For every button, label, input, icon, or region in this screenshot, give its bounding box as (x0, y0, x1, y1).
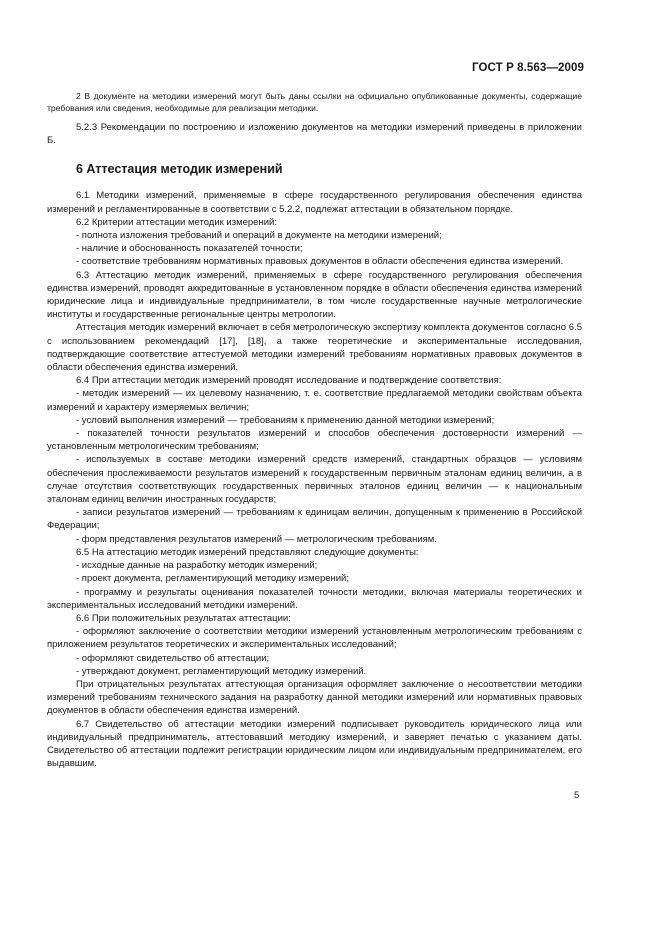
list-item: - оформляют заключение о соответствии методики измерений установленным метрологическим требованиям с приложением результатов теоретических и экспериментальных исследований; (47, 626, 582, 651)
section-title: 6 Аттестация методик измерений (76, 162, 283, 177)
paragraph-6-7: 6.7 Свидетельство об аттестации методики измерений подписывает руководитель юридического лица или индивидуальный предприниматель, аттестовавший методику измерений, и заверяет печатью с указанием даты. Свидетельство об аттестации подлежит регистрации юридическим лицом или индивидуальным предпринимателем, его выдавшим. (47, 718, 582, 770)
paragraph-negative-results: При отрицательных результатах аттестующая организация оформляет заключение о несоответствии методики измерений требованиям технического задания на разработку данной методики измерений или нормативных правовых документов в области обеспечения единства измерений. (47, 678, 582, 717)
list-item: - утверждают документ, регламентирующий методику измерений. (76, 665, 367, 677)
intro-paragraph: 5.2.3 Рекомендации по построению и изложению документов на методики измерений приведены в приложении Б. (47, 122, 582, 147)
list-item: - условий выполнения измерений — требованиям к применению данной методики измерений; (76, 414, 495, 426)
paragraph-6-2: 6.2 Критерии аттестации методик измерений: (76, 216, 277, 228)
list-item: - программу и результаты оценивания показателей точности методики, включая материалы теоретических и экспериментальных исследований методики измерений. (47, 586, 582, 611)
list-item: - полнота изложения требований и операций в документе на методики измерений; (76, 230, 442, 242)
paragraph-6-3: 6.3 Аттестацию методик измерений, применяемых в сфере государственного регулирования обеспечения единства измерений, проводят аккредитованные в установленном порядке в области обеспечения единства измерений юридические лица и индивидуальные предприниматели, в том числе государственные научные метрологические институты и государственные региональные центры метрологии. (47, 269, 582, 321)
paragraph-6-6: 6.6 При положительных результатах аттестации: (76, 612, 291, 624)
document-code-header: ГОСТ Р 8.563—2009 (472, 62, 584, 74)
paragraph-6-4: 6.4 При аттестации методик измерений проводят исследование и подтверждение соответствия: (76, 375, 502, 387)
paragraph-6-1: 6.1 Методики измерений, применяемые в сфере государственного регулирования обеспечения единства измерений и регламентированные в соответствии с 5.2.2, подлежат аттестации в обязательном порядке. (47, 190, 582, 215)
paragraph-attestation: Аттестация методик измерений включает в себя метрологическую экспертизу комплекта документов согласно 6.5 с использованием рекомендаций [17], [18], а также теоретические и экспериментальные исследования, подтверждающие соответствие аттестуемой методики измерений требованиям нормативных правовых документов в области обеспечения единства измерений. (47, 322, 582, 374)
list-item: - проект документа, регламентирующий методику измерений; (76, 573, 350, 585)
paragraph-6-5: 6.5 На аттестацию методик измерений представляют следующие документы: (76, 546, 419, 558)
intro-block (47, 121, 582, 147)
list-item: - исходные данные на разработку методик измерений; (76, 560, 318, 572)
note-paragraph: 2 В документе на методики измерений могут быть даны ссылки на официально опубликованные документы, содержащие требования или сведения, необходимые для реализации методики. (47, 91, 582, 113)
list-item: - наличие и обоснованность показателей точности; (76, 243, 303, 255)
list-item: - форм представления результатов измерений — метрологическим требованиям. (76, 533, 437, 545)
list-item: - методик измерений — их целевому назначению, т. е. соответствие предлагаемой методики свойствам объекта измерений и характеру измеряемых величин; (47, 388, 582, 413)
list-item: - показателей точности результатов измерений и способов обеспечения достоверности измерений — установленным метрологическим требованиям; (47, 428, 582, 453)
page-number: 5 (574, 790, 580, 801)
list-item: - записи результатов измерений — требованиям к единицам величин, допущенным к применению в Российской Федерации; (47, 507, 582, 532)
list-item: - соответствие требованиям нормативных правовых документов в области обеспечения единства измерений. (76, 256, 564, 268)
list-item: - оформляют свидетельство об аттестации; (76, 652, 270, 664)
section-body (47, 189, 582, 770)
page-content (47, 90, 582, 770)
list-item: - используемых в составе методики измерений средств измерений, стандартных образцов — условиям обеспечения прослеживаемости результатов измерений к государственным первичным эталонам единиц величин, а в случае отсутствия соответствующих государственных первичных эталонов единиц величин — к национальным эталонам единиц величин иностранных государств; (47, 454, 582, 506)
